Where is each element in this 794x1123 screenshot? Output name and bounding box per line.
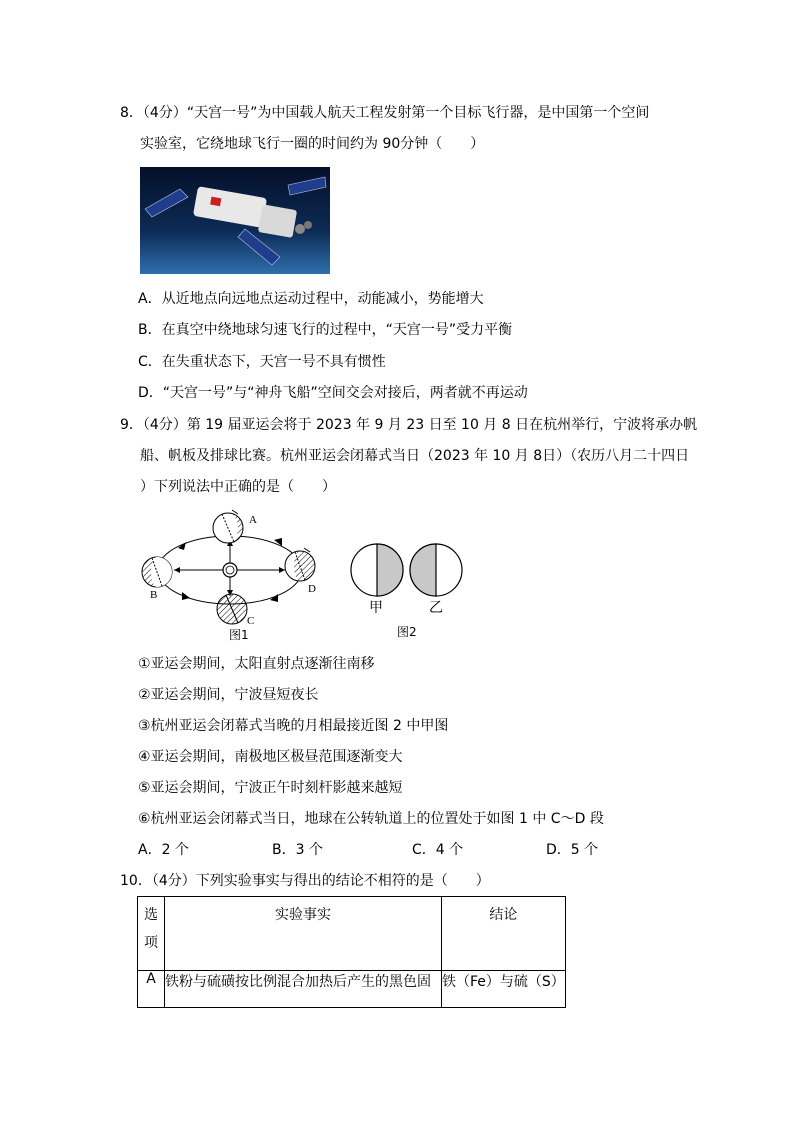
header-fact-label: 实验事实 (275, 907, 331, 923)
header-conclusion (442, 897, 566, 971)
fig1-label-a: A (249, 514, 257, 526)
q8-option-c: C．在失重状态下，天宫一号不具有惯性 (138, 354, 386, 370)
table-row (138, 971, 566, 1008)
fig1-label-b: B (150, 589, 158, 601)
q10-table (137, 896, 566, 1008)
q9-choice-c: C．4 个 (412, 842, 464, 858)
q9-stem-line1: 9．（4分）第 19 届亚运会将于 2023 年 9 月 23 日至 10 月 8 日在杭州举行，宁波将承办帆 (120, 417, 698, 433)
row-a-fact: 铁粉与硫磺按比例混合加热后产生的黑色固 (165, 971, 442, 1008)
fig1-label-d: D (308, 583, 316, 595)
header-option (138, 897, 165, 971)
earth-position-d (285, 548, 315, 581)
q9-statement-6: ⑥杭州亚运会闭幕式当日，地球在公转轨道上的位置处于如图 1 中 C～D 段 (138, 811, 604, 827)
earth-position-a (213, 510, 243, 543)
q9-choice-a: A．2 个 (138, 842, 189, 858)
fig2-label-yi: 乙 (429, 600, 443, 616)
q8-stem-line1: 8．（4分）“天宫一号”为中国载人航天工程发射第一个目标飞行器，是中国第一个空间 (120, 105, 650, 121)
q8-stem-line2: 实验室，它绕地球飞行一圈的时间约为 90分钟（ ） (140, 136, 485, 152)
moon-jia (351, 544, 403, 596)
q9-statement-5: ⑤亚运会期间，宁波正午时刻杆影越来越短 (138, 780, 403, 796)
header-option-label: 选项 (144, 907, 158, 951)
earth-orbit-diagram (140, 506, 320, 644)
q9-stem-line3: ）下列说法中正确的是（ ） (140, 479, 336, 495)
q8-option-b: B．在真空中绕地球匀速飞行的过程中，“天宫一号”受力平衡 (138, 322, 513, 338)
fig2-caption: 图2 (397, 625, 417, 639)
q9-choice-d: D．5 个 (546, 842, 599, 858)
q9-statement-2: ②亚运会期间，宁波昼短夜长 (138, 687, 319, 703)
q9-statement-1: ①亚运会期间，太阳直射点逐渐往南移 (138, 656, 375, 672)
fig2-label-jia: 甲 (369, 600, 383, 616)
q9-choice-b: B．3 个 (272, 842, 323, 858)
q8-option-a: A．从近地点向远地点运动过程中，动能减小，势能增大 (138, 291, 484, 307)
row-a-option: A (138, 971, 165, 1008)
fig1-label-c: C (247, 615, 255, 627)
q8-option-d: D．“天宫一号”与“神舟飞船”空间交会对接后，两者就不再运动 (138, 385, 528, 401)
header-fact (165, 897, 442, 971)
row-a-conclusion: 铁（Fe）与硫（S） (442, 971, 566, 1008)
q10-stem: 10．（4分）下列实验事实与得出的结论不相符的是（ ） (120, 873, 490, 889)
header-conclusion-label: 结论 (489, 907, 518, 923)
fig1-caption: 图1 (229, 628, 249, 642)
moon-phase-diagram (345, 540, 465, 644)
q9-stem-line2: 船、帆板及排球比赛。杭州亚运会闭幕式当日（2023 年 10 月 8日）（农历八月二十四日 (140, 448, 690, 464)
q9-statement-3: ③杭州亚运会闭幕式当晚的月相最接近图 2 中甲图 (138, 718, 449, 734)
tiangong-photo (140, 167, 330, 274)
table-header-row (138, 897, 566, 971)
earth-position-b (142, 557, 172, 587)
q9-statement-4: ④亚运会期间，南极地区极昼范围逐渐变大 (138, 749, 403, 765)
moon-yi (410, 544, 462, 596)
earth-position-c (217, 594, 247, 624)
